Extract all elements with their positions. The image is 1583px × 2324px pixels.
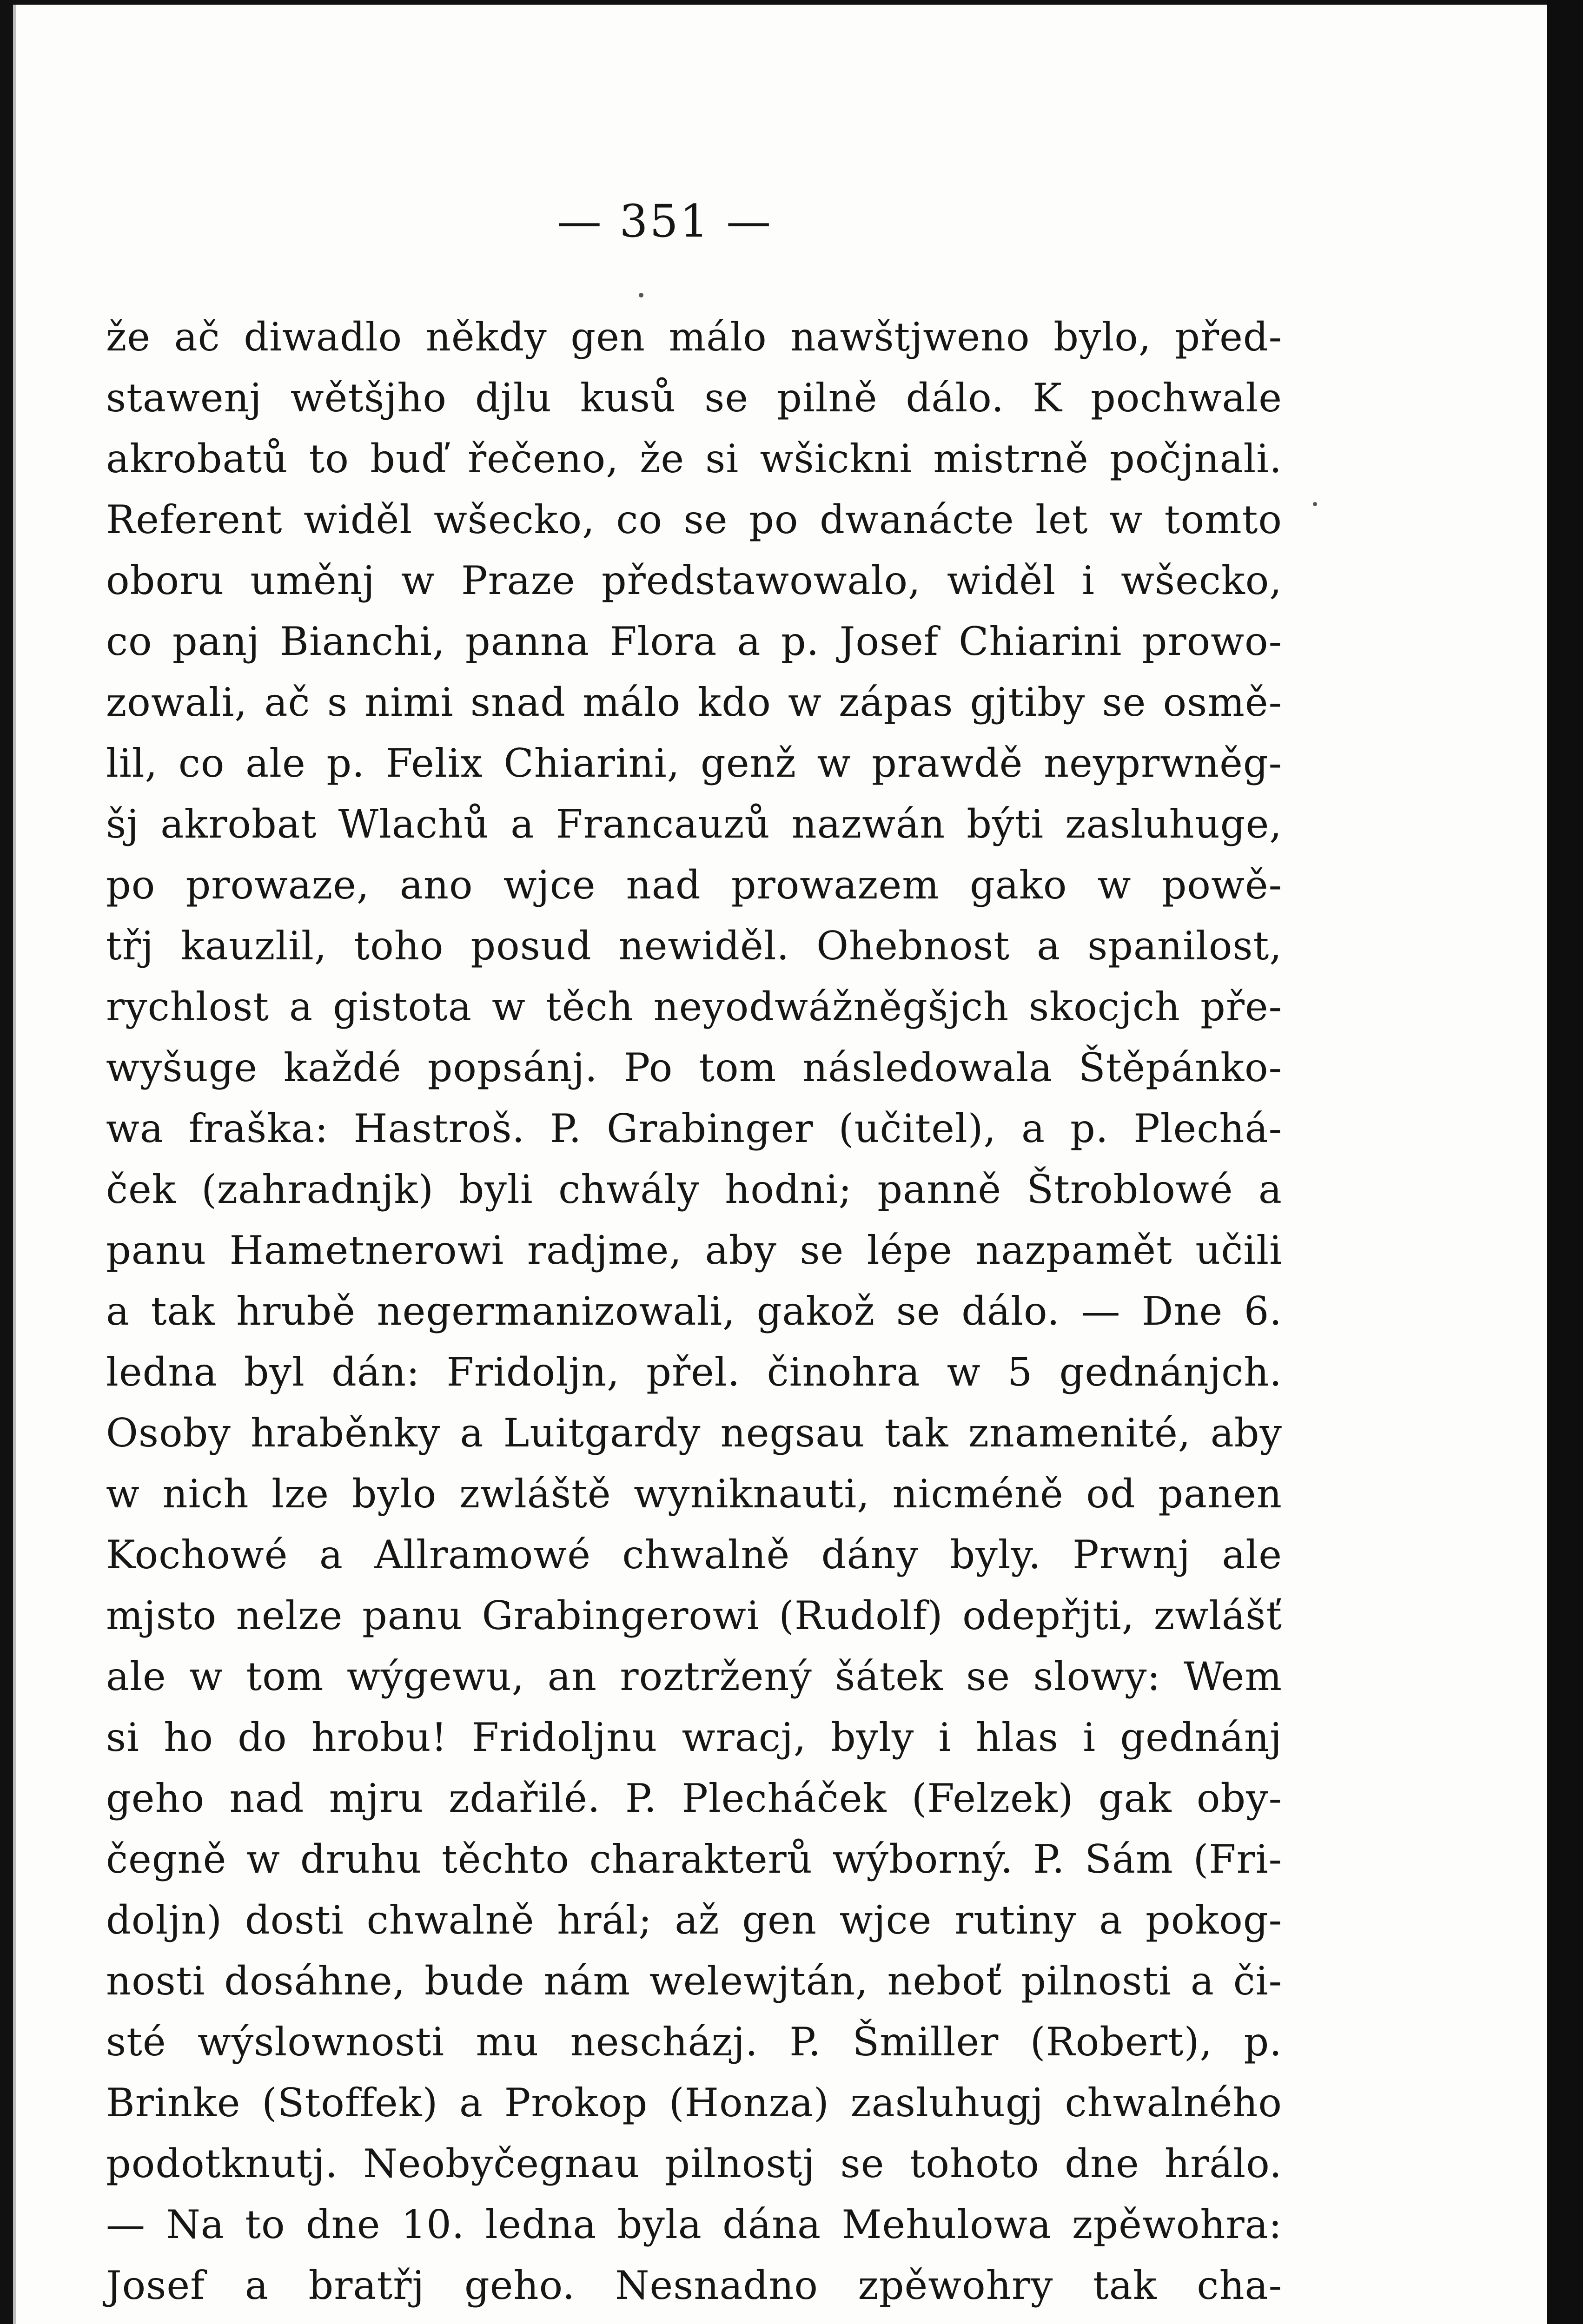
text-line: — Na to dne 10. ledna byla dána Mehulowa zpěwohra: [106,2202,1282,2247]
text-line: ček (zahradnjk) byli chwály hodni; panně Štroblowé a [106,1167,1282,1212]
text-line: rychlost a gistota w těch neyodwážněgšjch skocjch pře- [106,984,1282,1030]
text-line: co panj Bianchi, panna Flora a p. Josef Chiarini prowo- [106,619,1282,664]
text-line: ledna byl dán: Fridoljn, přel. činohra w 5 gednánjch. [106,1349,1282,1395]
ink-speck [639,293,643,297]
text-line: po prowaze, ano wjce nad prowazem gako w powě- [106,862,1282,908]
text-line: sté wýslownosti mu nescházj. P. Šmiller (Robert), p. [106,2019,1282,2065]
text-line: geho nad mjru zdařilé. P. Plecháček (Felzek) gak oby- [106,1776,1282,1821]
text-line: Josef a bratřj geho. Nesnadno zpěwohry tak cha- [106,2263,1282,2308]
text-line: podotknutj. Neobyčegnau pilnostj se tohoto dne hrálo. [106,2141,1282,2186]
text-line: ale w tom wýgewu, an roztržený šátek se slowy: Wem [106,1654,1282,1699]
ink-speck [1313,502,1317,506]
text-line: šj akrobat Wlachů a Francauzů nazwán býti zasluhuge, [106,801,1282,847]
text-line: Osoby hraběnky a Luitgardy negsau tak znamenité, aby [106,1410,1282,1456]
text-line: si ho do hrobu! Fridoljnu wracj, byly i hlas i gednánj [106,1715,1282,1760]
text-line: stawenj wětšjho djlu kusů se pilně dálo. K pochwale [106,375,1282,421]
text-line: oboru uměnj w Praze předstawowalo, widěl i wšecko, [106,558,1282,603]
page-number: — 351 — [556,195,773,247]
text-line: doljn) dosti chwalně hrál; až gen wjce rutiny a pokog- [106,1897,1282,1943]
body-text [106,307,1282,2324]
text-line [106,2316,1282,2324]
text-line: že ač diwadlo někdy gen málo nawštjweno bylo, před- [106,314,1282,360]
text-line: wa fraška: Hastroš. P. Grabinger (učitel), a p. Plechá- [106,1106,1282,1151]
text-line: wyšuge každé popsánj. Po tom následowala Štěpánko- [106,1045,1282,1090]
text-line: Brinke (Stoffek) a Prokop (Honza) zasluhugj chwalného [106,2080,1282,2126]
text-line: panu Hametnerowi radjme, aby se lépe nazpamět učili [106,1228,1282,1273]
text-line: akrobatů to buď řečeno, že si wšickni mistrně počjnali. [106,436,1282,482]
text-line: čegně w druhu těchto charakterů wýborný. P. Sám (Fri- [106,1836,1282,1882]
text-line: mjsto nelze panu Grabingerowi (Rudolf) odepřjti, zwlášť [106,1593,1282,1638]
text-line: Kochowé a Allramowé chwalně dány byly. Prwnj ale [106,1532,1282,1578]
scan-right-edge [1547,0,1583,2324]
text-line: Referent widěl wšecko, co se po dwanácte let w tomto [106,497,1282,542]
text-line: lil, co ale p. Felix Chiarini, genž w prawdě neyprwněg- [106,740,1282,786]
text-line: nosti dosáhne, bude nám welewjtán, neboť pilnosti a či- [106,1958,1282,2004]
text-line: zowali, ač s nimi snad málo kdo w zápas gjtiby se osmě- [106,680,1282,725]
text-line: a tak hrubě negermanizowali, gakož se dálo. — Dne 6. [106,1288,1282,1334]
text-line: w nich lze bylo zwláště wyniknauti, nicméně od panen [106,1471,1282,1517]
text-line: třj kauzlil, toho posud newiděl. Ohebnost a spanilost, [106,923,1282,969]
